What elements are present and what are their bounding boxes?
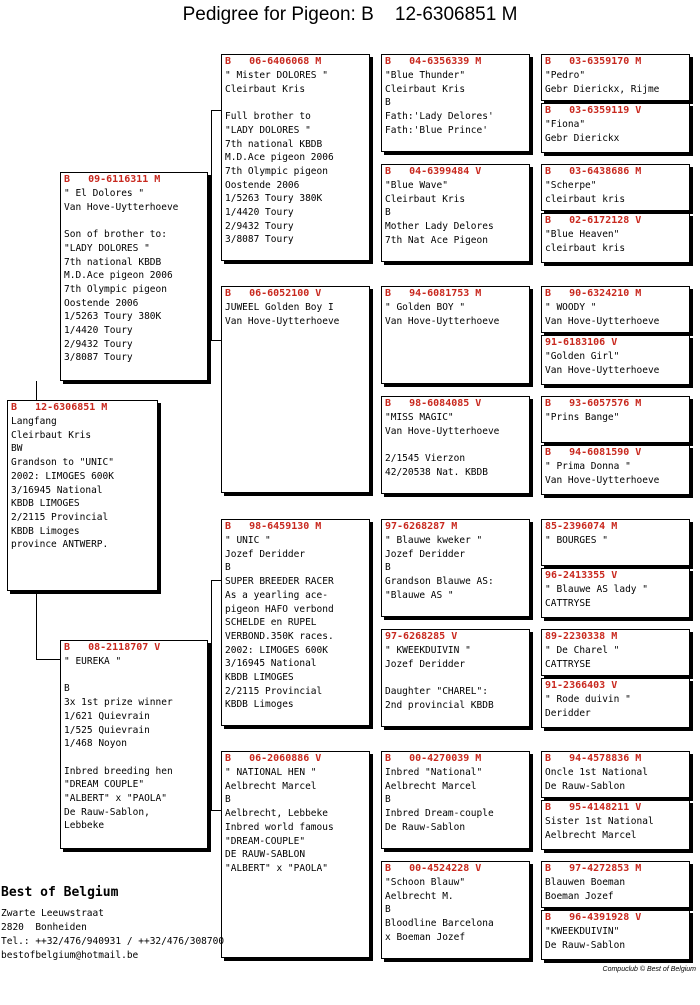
gen4-text: Blauwen Boeman Boeman Jozef: [545, 877, 626, 902]
gen4-ring: B 96-4391928 V: [545, 912, 642, 923]
breeder-city: 2820 Bonheiden: [1, 922, 87, 933]
gen4-text: " WOODY " Van Hove-Uytterhoeve: [545, 302, 660, 327]
connector-line: [211, 810, 221, 811]
subject-text: Langfang Cleirbaut Kris BW Grandson to "UNIC" 2002: LIMOGES 600K 3/16945 National KBDB LIMOGES 2/2115 Provincial KBDB Limoges province ANTWERP.: [11, 416, 114, 551]
dam-sire-ring: B 98-6459130 M: [225, 521, 322, 532]
sire-dam-text: JUWEEL Golden Boy I Van Hove-Uytterhoeve: [225, 302, 340, 327]
gen4-ring: B 03-6359119 V: [545, 105, 642, 116]
gen3-text: "Blue Wave" Cleirbaut Kris B Mother Lady Delores 7th Nat Ace Pigeon: [385, 180, 494, 246]
connector-line: [36, 591, 37, 659]
gen4-ring: 91-2366403 V: [545, 680, 618, 691]
gen4-card-5[interactable]: [541, 286, 690, 333]
gen4-text: "Scherpe" cleirbaut kris: [545, 180, 626, 205]
gen3-card-2[interactable]: [381, 164, 530, 262]
gen4-text: Sister 1st National Aelbrecht Marcel: [545, 816, 654, 841]
dam-sire-card[interactable]: [221, 519, 370, 726]
gen3-ring: B 04-6399484 V: [385, 166, 482, 177]
gen4-text: Oncle 1st National De Rauw-Sablon: [545, 767, 648, 792]
gen4-ring: B 95-4148211 V: [545, 802, 642, 813]
sire-text: " El Dolores " Van Hove-Uytterhoeve Son of brother to: "LADY DOLORES " 7th national KBDB M.D.Ace pigeon 2006 7th Olympic pigeon Oostende 2006 1/5263 Toury 380K 1/4420 Toury 2/9432 Toury 3/8087 Toury: [64, 188, 179, 364]
gen3-ring: 97-6268287 M: [385, 521, 458, 532]
sire-ring: B 09-6116311 M: [64, 174, 161, 185]
gen4-card-4[interactable]: [541, 213, 690, 263]
gen3-text: "Blue Thunder" Cleirbaut Kris B Fath:'Lady Delores' Fath:'Blue Prince': [385, 70, 494, 136]
gen3-card-6[interactable]: [381, 629, 530, 727]
gen4-card-10[interactable]: [541, 568, 690, 618]
gen3-text: Inbred "National" Aelbrecht Marcel B Inbred Dream-couple De Rauw-Sablon: [385, 767, 494, 833]
gen4-card-6[interactable]: [541, 335, 690, 385]
gen3-text: " Blauwe kweker " Jozef Deridder B Grandson Blauwe AS: "Blauwe AS ": [385, 535, 494, 601]
footer-credit: Compuclub © Best of Belgium: [602, 966, 696, 973]
gen3-ring: B 04-6356339 M: [385, 56, 482, 67]
gen4-text: "Fiona" Gebr Dierickx: [545, 119, 620, 144]
gen3-card-5[interactable]: [381, 519, 530, 617]
connector-line: [211, 110, 221, 111]
gen4-ring: B 02-6172128 V: [545, 215, 642, 226]
gen4-card-3[interactable]: [541, 164, 690, 211]
gen3-ring: B 98-6084085 V: [385, 398, 482, 409]
dam-card[interactable]: [60, 640, 208, 849]
sire-card[interactable]: [60, 172, 208, 381]
gen4-ring: B 93-6057576 M: [545, 398, 642, 409]
gen4-ring: B 03-6359170 M: [545, 56, 642, 67]
gen4-card-15[interactable]: [541, 861, 690, 908]
gen3-ring: B 00-4524228 V: [385, 863, 482, 874]
gen3-text: "MISS MAGIC" Van Hove-Uytterhoeve 2/1545 Vierzon 42/20538 Nat. KBDB: [385, 412, 500, 478]
gen4-ring: 89-2230338 M: [545, 631, 618, 642]
gen4-ring: B 97-4272853 M: [545, 863, 642, 874]
sire-sire-text: " Mister DOLORES " Cleirbaut Kris Full brother to "LADY DOLORES " 7th national KBDB M.D.Ace pigeon 2006 7th Olympic pigeon Oostende 2006 1/5263 Toury 380K 1/4420 Toury 2/9432 Toury 3/8087 Toury: [225, 70, 334, 246]
gen4-card-11[interactable]: [541, 629, 690, 676]
gen4-card-2[interactable]: [541, 103, 690, 153]
dam-ring: B 08-2118707 V: [64, 642, 161, 653]
gen4-text: " De Charel " CATTRYSE: [545, 645, 620, 670]
gen4-card-9[interactable]: [541, 519, 690, 566]
gen3-text: " Golden BOY " Van Hove-Uytterhoeve: [385, 302, 500, 327]
gen3-card-8[interactable]: [381, 861, 530, 959]
gen3-card-1[interactable]: [381, 54, 530, 152]
gen4-card-7[interactable]: [541, 396, 690, 443]
subject-pigeon-card[interactable]: [7, 400, 158, 591]
gen4-text: "Pedro" Gebr Dierickx, Rijme: [545, 70, 660, 95]
gen4-card-1[interactable]: [541, 54, 690, 101]
dam-text: " EUREKA " B 3x 1st prize winner 1/621 Quievrain 1/525 Quievrain 1/468 Noyon Inbred breeding hen "DREAM COUPLE" "ALBERT" x "PAOLA" De Rauw-Sablon, Lebbeke: [64, 656, 173, 832]
subject-ring: B 12-6306851 M: [11, 402, 108, 413]
gen4-text: " Prima Donna " Van Hove-Uytterhoeve: [545, 461, 660, 486]
gen4-card-8[interactable]: [541, 445, 690, 495]
gen3-card-3[interactable]: [381, 286, 530, 384]
gen3-ring: B 00-4270039 M: [385, 753, 482, 764]
breeder-email[interactable]: bestofbelgium@hotmail.be: [1, 950, 139, 961]
gen3-ring: B 94-6081753 M: [385, 288, 482, 299]
gen4-card-12[interactable]: [541, 678, 690, 728]
connector-line: [211, 340, 221, 341]
connector-line: [211, 110, 212, 340]
gen4-text: " Rode duivin " Deridder: [545, 694, 631, 719]
gen4-ring: 85-2396074 M: [545, 521, 618, 532]
connector-line: [211, 580, 212, 810]
gen3-card-7[interactable]: [381, 751, 530, 849]
gen4-text: " Blauwe AS lady " CATTRYSE: [545, 584, 648, 609]
breeder-name: Best of Belgium: [1, 885, 119, 900]
gen4-text: "KWEEKDUIVIN" De Rauw-Sablon: [545, 926, 626, 951]
connector-line: [36, 381, 37, 402]
dam-dam-ring: B 06-2060886 V: [225, 753, 322, 764]
dam-dam-card[interactable]: [221, 751, 370, 958]
gen4-text: "Prins Bange": [545, 412, 620, 423]
gen4-text: "Golden Girl" Van Hove-Uytterhoeve: [545, 351, 660, 376]
gen3-card-4[interactable]: [381, 396, 530, 494]
sire-dam-ring: B 06-6052100 V: [225, 288, 322, 299]
dam-sire-text: " UNIC " Jozef Deridder B SUPER BREEDER RACER As a yearling ace- pigeon HAFO verbond SCHELDE en RUPEL VERBOND.350K races. 2002: LIMOGES 600K 3/16945 National KBDB LIMOGES 2/2115 Provincial KBDB Limoges: [225, 535, 334, 711]
gen4-ring: 96-2413355 V: [545, 570, 618, 581]
gen4-ring: B 03-6438686 M: [545, 166, 642, 177]
connector-line: [36, 659, 60, 660]
gen4-ring: B 90-6324210 M: [545, 288, 642, 299]
sire-sire-ring: B 06-6406068 M: [225, 56, 322, 67]
gen3-text: " KWEEKDUIVIN " Jozef Deridder Daughter "CHAREL": 2nd provincial KBDB: [385, 645, 494, 711]
gen4-card-14[interactable]: [541, 800, 690, 850]
gen4-ring: B 94-4578836 M: [545, 753, 642, 764]
gen4-ring: 91-6183106 V: [545, 337, 618, 348]
gen4-ring: B 94-6081590 V: [545, 447, 642, 458]
gen3-text: "Schoon Blauw" Aelbrecht M. B Bloodline Barcelona x Boeman Jozef: [385, 877, 494, 943]
sire-sire-card[interactable]: [221, 54, 370, 261]
page-title: Pedigree for Pigeon: B 12-6306851 M: [182, 4, 518, 25]
gen4-card-16[interactable]: [541, 910, 690, 960]
gen4-card-13[interactable]: [541, 751, 690, 798]
gen3-ring: 97-6268285 V: [385, 631, 458, 642]
breeder-street: Zwarte Leeuwstraat: [1, 908, 104, 919]
gen4-text: "Blue Heaven" cleirbaut kris: [545, 229, 626, 254]
sire-dam-card[interactable]: [221, 286, 370, 493]
gen4-text: " BOURGES ": [545, 535, 608, 546]
dam-dam-text: " NATIONAL HEN " Aelbrecht Marcel B Aelbrecht, Lebbeke Inbred world famous "DREAM-COUPLE" DE RAUW-SABLON "ALBERT" x "PAOLA": [225, 767, 334, 874]
breeder-phone: Tel.: ++32/476/940931 / ++32/476/308700: [1, 936, 225, 947]
connector-line: [211, 580, 221, 581]
